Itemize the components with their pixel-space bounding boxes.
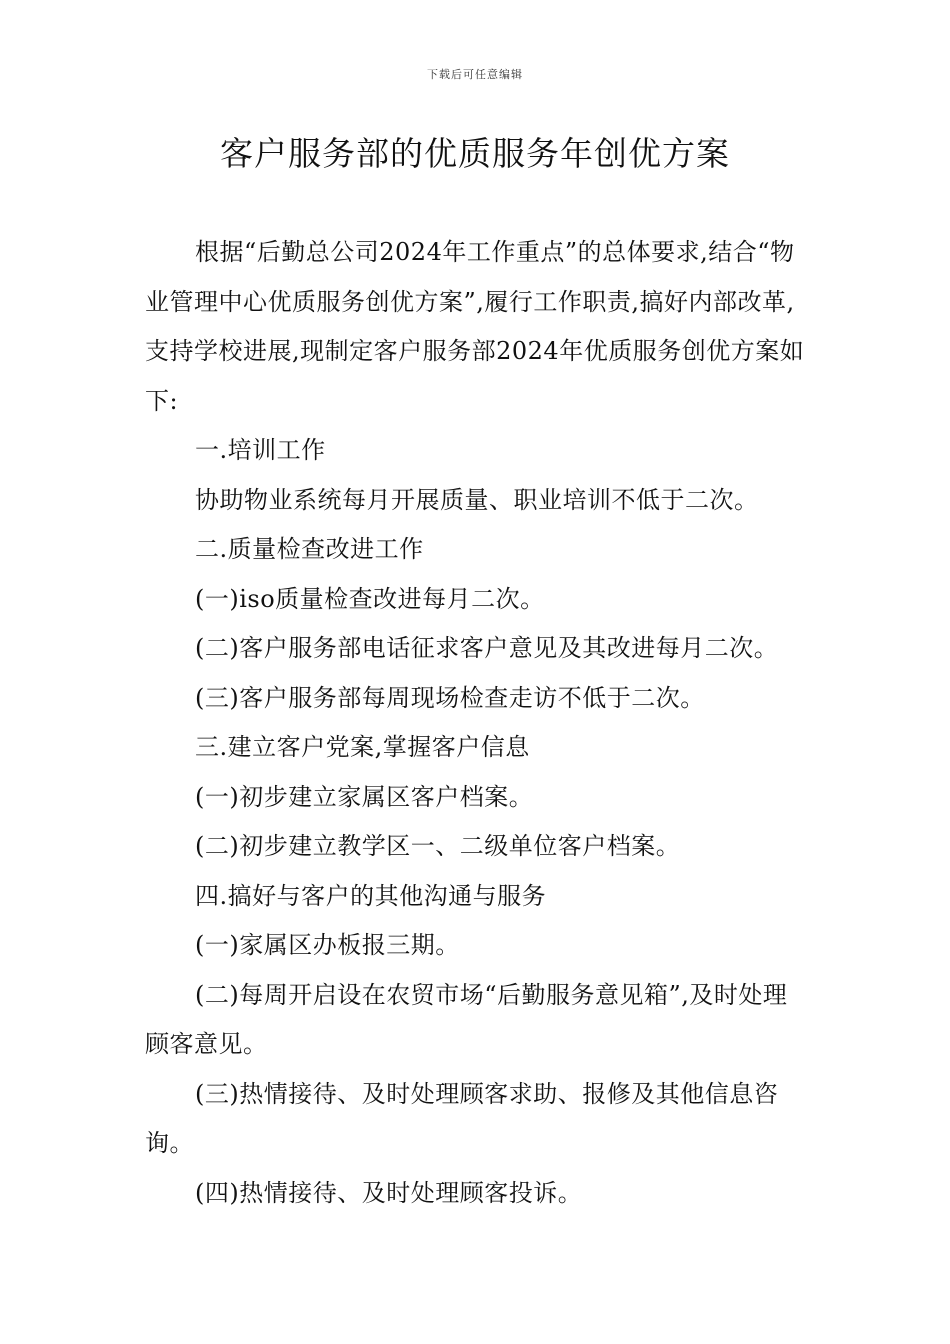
- section-heading-quality: 二.质量检查改进工作: [195, 535, 424, 563]
- document-body: [145, 228, 807, 1218]
- list-item: (三)客户服务部每周现场检查走访不低于二次。: [195, 683, 705, 712]
- list-item: (一)初步建立家属区客户档案。: [195, 782, 534, 811]
- header-note: 下载后可任意编辑: [427, 68, 523, 81]
- document-title: 客户服务部的优质服务年创优方案: [220, 134, 730, 173]
- paragraph-intro: 根据“后勤总公司2024年工作重点”的总体要求,结合“物业管理中心优质服务创优方案”,履行工作职责,搞好内部改革,支持学校进展,现制定客户服务部2024年优质服务创优方案如下:: [145, 238, 805, 415]
- section-heading-training: 一.培训工作: [195, 436, 326, 464]
- section-heading-communication: 四.搞好与客户的其他沟通与服务: [195, 881, 547, 910]
- section-heading-archives: 三.建立客户党案,掌握客户信息: [195, 733, 530, 761]
- list-item: (四)热情接待、及时处理顾客投诉。: [195, 1178, 583, 1207]
- list-item: (二)每周开启设在农贸市场“后勤服务意见箱”,及时处理顾客意见。: [145, 980, 788, 1058]
- list-item: (三)热情接待、及时处理顾客求助、报修及其他信息咨询。: [145, 1079, 779, 1157]
- list-item: (二)客户服务部电话征求客户意见及其改进每月二次。: [195, 634, 779, 662]
- list-item: (一)iso质量检查改进每月二次。: [195, 584, 545, 613]
- paragraph: 协助物业系统每月开展质量、职业培训不低于二次。: [195, 485, 759, 514]
- list-item: (二)初步建立教学区一、二级单位客户档案。: [195, 832, 681, 860]
- list-item: (一)家属区办板报三期。: [195, 931, 460, 959]
